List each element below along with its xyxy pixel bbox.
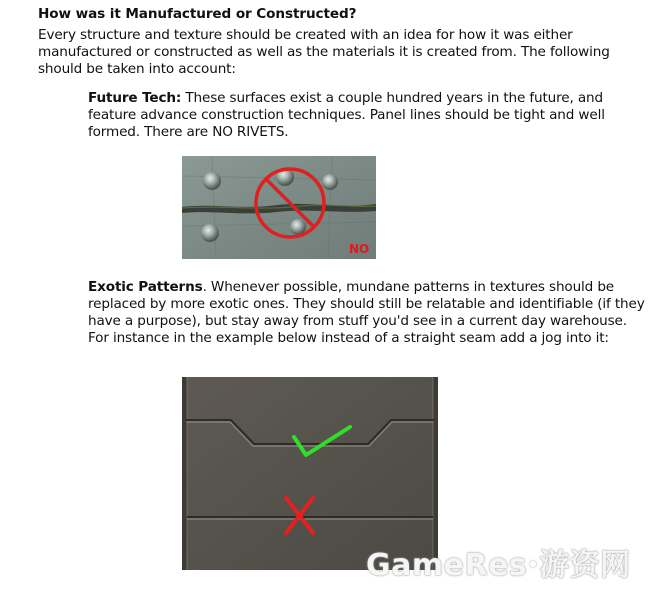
straight-seam <box>187 517 433 519</box>
rivet <box>322 174 338 190</box>
no-label: NO <box>349 242 370 256</box>
exotic-patterns-title: Exotic Patterns <box>88 279 203 295</box>
watermark <box>366 540 631 584</box>
watermark-dot <box>530 561 536 567</box>
exotic-patterns-body: . Whenever possible, mundane patterns in textures should be replaced by more exotic ones. They should still be relatable and identifiable (if they have a purpose), but stay away from stuff you'd see in a current day warehouse. For instance in the example below instead of a straight seam add a jog into it: <box>88 279 645 346</box>
watermark-latin: GameRes <box>366 548 528 583</box>
future-tech-paragraph <box>88 90 648 141</box>
intro-paragraph: Every structure and texture should be created with an idea for how it was either manufactured or constructed as well as the materials it is created from. The following should be taken into account: <box>38 27 610 77</box>
future-tech-title: Future Tech: <box>88 90 182 106</box>
exotic-patterns-paragraph <box>88 279 648 347</box>
future-tech-body: These surfaces exist a couple hundred years in the future, and feature advance construction techniques. Panel lines should be tight and well formed. There are NO RIVETS. <box>88 90 605 140</box>
rivet <box>203 172 221 190</box>
section-heading: How was it Manufactured or Constructed? <box>38 6 357 22</box>
watermark-cn: 游资网 <box>539 548 631 583</box>
rivets-example-image <box>182 156 376 259</box>
rivet <box>201 224 219 242</box>
